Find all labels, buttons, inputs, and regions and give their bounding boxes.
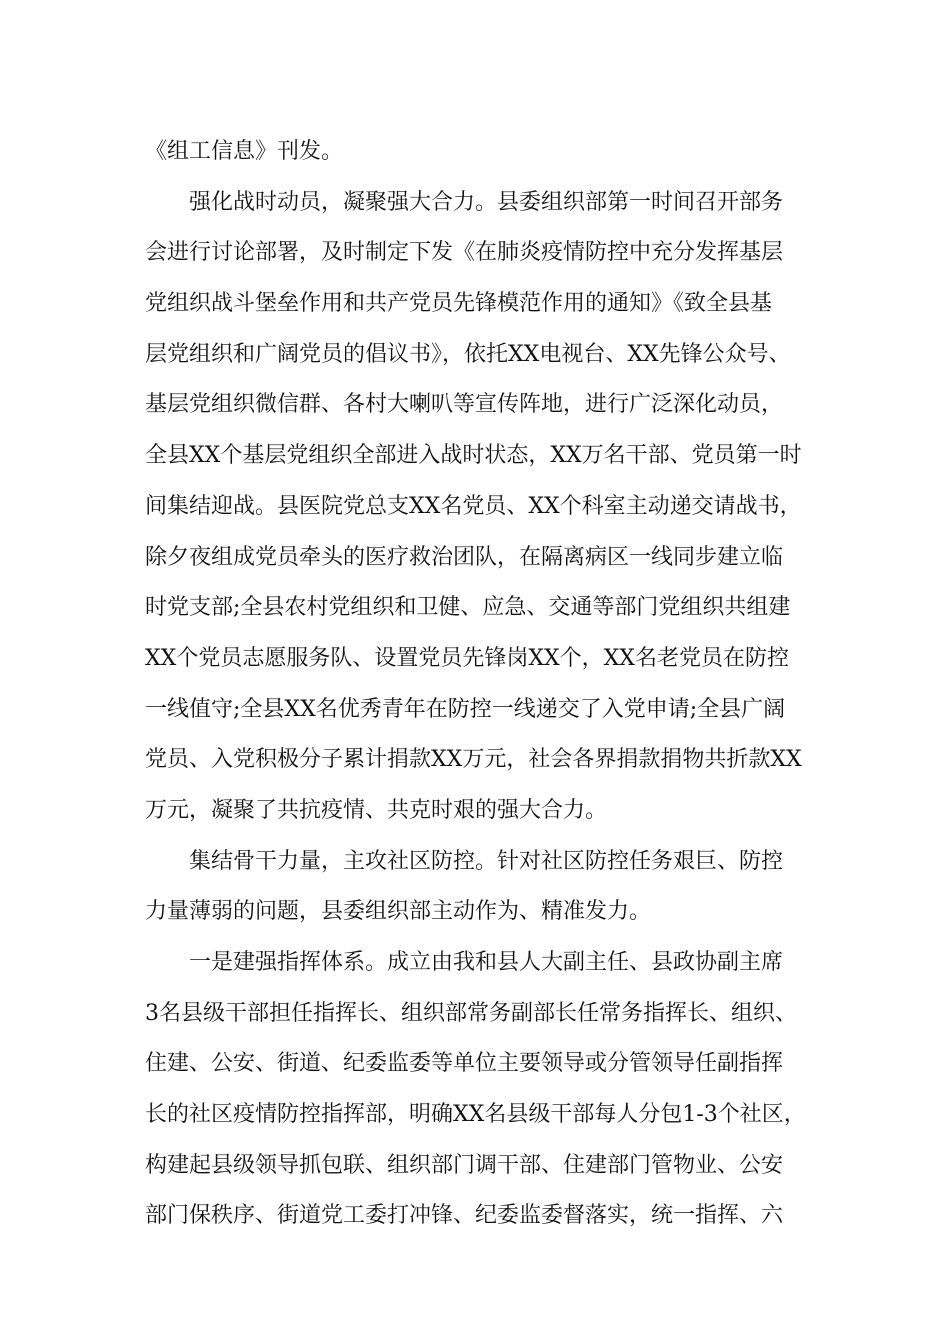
document-body [145, 127, 815, 1242]
text-line: 基层党组织微信群、各村大喇叭等宣传阵地，进行广泛深化动员， [145, 392, 784, 418]
text-line: 构建起县级领导抓包联、组织部门调干部、住建部门管物业、公安 [145, 1152, 784, 1178]
text-line: 党员、入党积极分子累计捐款XX万元，社会各界捐款捐物共折款XX [145, 747, 802, 773]
text-line: 部门保秩序、街道党工委打冲锋、纪委监委督落实，统一指挥、六 [145, 1203, 784, 1229]
text-line: 万元，凝聚了共抗疫情、共克时艰的强大合力。 [145, 797, 608, 823]
text-line: XX个党员志愿服务队、设置党员先锋岗XX个，XX名老党员在防控 [145, 645, 789, 671]
text-line: 时党支部;全县农村党组织和卫健、应急、交通等部门党组织共组建 [145, 595, 791, 621]
text-line: 全县XX个基层党组织全部进入战时状态，XX万名干部、党员第一时 [145, 443, 802, 469]
text-line: 《组工信息》刊发。 [145, 139, 344, 164]
text-line: 3名县级干部担任指挥长、组织部常务副部长任常务指挥长、组织、 [145, 1000, 797, 1026]
text-line: 会进行讨论部署，及时制定下发《在肺炎疫情防控中充分发挥基层 [145, 240, 784, 266]
text-line: 党组织战斗堡垒作用和共产党员先锋模范作用的通知》《致全县基 [145, 291, 773, 317]
text-line: 除夕夜组成党员牵头的医疗救治团队，在隔离病区一线同步建立临 [145, 544, 784, 570]
text-line: 长的社区疫情防控指挥部，明确XX名县级干部每人分包1-3个社区， [145, 1102, 806, 1128]
text-line: 强化战时动员，凝聚强大合力。县委组织部第一时间召开部务 [189, 189, 784, 215]
text-line: 间集结迎战。县医院党总支XX名党员、XX个科室主动递交请战书， [145, 493, 802, 519]
text-line: 力量薄弱的问题，县委组织部主动作为、精准发力。 [145, 899, 652, 925]
text-line: 集结骨干力量，主攻社区防控。针对社区防控任务艰巨、防控 [189, 848, 784, 874]
text-line: 一是建强指挥体系。成立由我和县人大副主任、县政协副主席 [189, 950, 784, 975]
text-line: 住建、公安、街道、纪委监委等单位主要领导或分管领导任副指挥 [145, 1051, 784, 1077]
text-line: 层党组织和广阔党员的倡议书》，依托XX电视台、XX先锋公众号、 [145, 341, 791, 367]
text-line: 一线值守;全县XX名优秀青年在防控一线递交了入党申请;全县广阔 [145, 696, 786, 722]
